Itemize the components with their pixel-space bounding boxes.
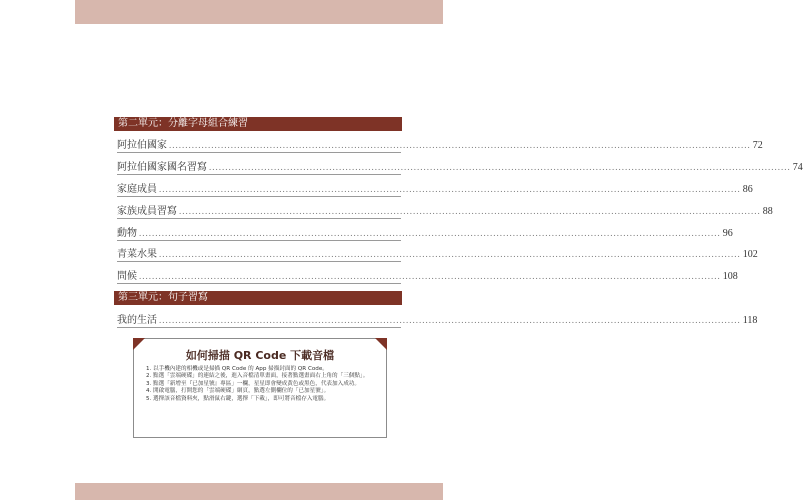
dot-leader: ...................................................................................................................................................................................: [139, 271, 721, 281]
toc-entry-page: 118: [742, 315, 758, 326]
toc-entry-page: 108: [722, 271, 738, 282]
toc-entry[interactable]: [117, 158, 803, 175]
toc-entry-title: 動物: [117, 228, 137, 239]
toc-entry-page: 102: [742, 249, 758, 260]
toc-entry[interactable]: [117, 224, 733, 241]
step-text: 選擇該音檔資料夾，點滑鼠右鍵，選擇「下載」，即可將音檔存入電腦。: [153, 395, 330, 402]
toc-entry-page: 72: [752, 140, 763, 151]
step-text: 開啟電腦，打開您的「雲端硬碟」網頁，點選左側欄位的「已加星號」。: [153, 388, 330, 395]
toc-entry[interactable]: [117, 202, 773, 219]
bottom-decorative-band: [75, 483, 443, 500]
dot-leader: ...................................................................................................................................................................................: [159, 315, 741, 325]
dot-leader: ...................................................................................................................................................................................: [169, 140, 751, 150]
toc-entry[interactable]: [117, 311, 758, 328]
list-item: [146, 373, 378, 380]
qr-instructions-box: [133, 338, 387, 438]
toc-entry-title: 家族成員習寫: [117, 206, 177, 217]
dot-leader: ...................................................................................................................................................................................: [179, 206, 761, 216]
list-item: [146, 396, 378, 403]
toc-entry-page: 86: [742, 184, 753, 195]
list-item: [146, 388, 378, 395]
toc-entry-page: 74: [792, 162, 803, 173]
toc-entry[interactable]: [117, 267, 738, 284]
step-text: 以手機內建的相機或是掃描 QR Code 的 App 掃描封面的 QR Code。: [153, 366, 328, 372]
toc-entry[interactable]: [117, 180, 753, 197]
toc-entry[interactable]: [117, 136, 763, 153]
toc-entry-title: 阿拉伯國家國名習寫: [117, 162, 207, 173]
step-number: 1.: [146, 366, 152, 372]
top-decorative-band: [75, 0, 443, 24]
section-header-unit-3: 第三單元：句子習寫: [114, 291, 402, 305]
section-header-unit-2: 第二單元：分離字母組合練習: [114, 117, 402, 131]
qr-instructions-title: 如何掃描 QR Code 下載音檔: [185, 349, 335, 362]
step-number: 3.: [146, 380, 152, 387]
dot-leader: ...................................................................................................................................................................................: [159, 184, 741, 194]
toc-entry-title: 家庭成員: [117, 184, 157, 195]
toc-entry-title: 我的生活: [117, 315, 157, 326]
step-number: 5.: [146, 395, 152, 402]
toc-entry[interactable]: [117, 245, 758, 262]
step-number: 4.: [146, 388, 152, 395]
dot-leader: ...................................................................................................................................................................................: [159, 249, 741, 259]
toc-entry-title: 青菜水果: [117, 249, 157, 260]
toc-entry-title: 阿拉伯國家: [117, 140, 167, 151]
qr-instructions-list: [146, 366, 378, 403]
step-text: 點選「新增至『已加星號』專區」一欄，星星即會變成黃色或黑色，代表加入成功。: [153, 380, 360, 387]
dot-leader: ...................................................................................................................................................................................: [139, 228, 721, 238]
toc-entry-title: 問候: [117, 271, 137, 282]
toc-entry-page: 96: [722, 228, 733, 239]
step-text: 點選「雲端硬碟」的連結之後，進入音檔清單畫面，接著點選畫面右上角的「三個點」。: [153, 373, 369, 380]
step-number: 2.: [146, 373, 152, 380]
toc-entry-page: 88: [762, 206, 773, 217]
dot-leader: ...................................................................................................................................................................................: [209, 162, 791, 172]
